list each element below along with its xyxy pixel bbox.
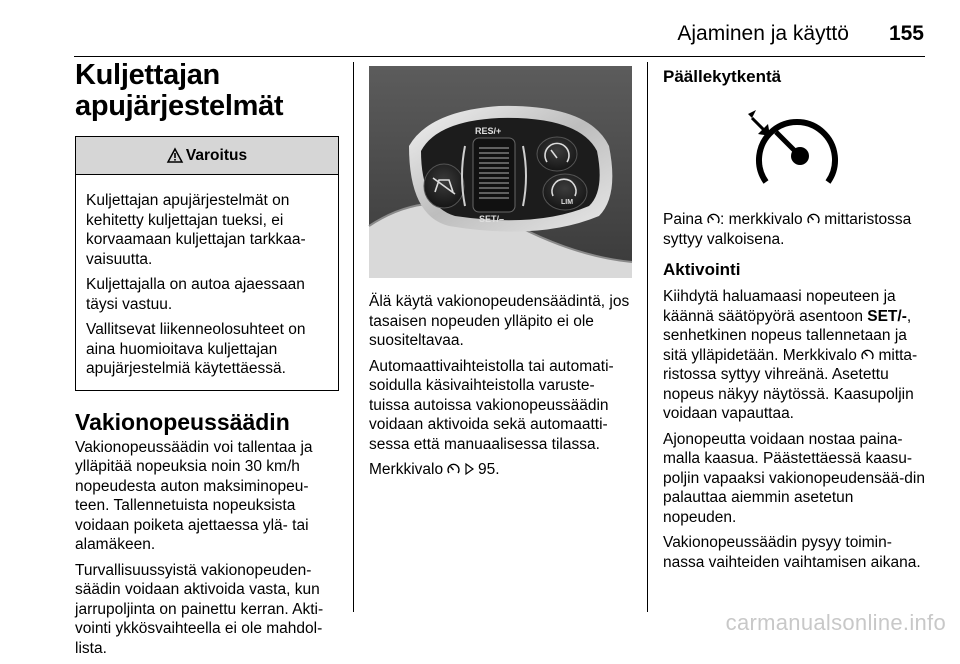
activation-text: mitta-ristossa syttyy vihreänä. Asetettu nopeus näkyy näytössä. Kaasupoljin voidaan vapauttaa. [663, 346, 918, 422]
column-3 [663, 66, 928, 578]
section-title-line: apujärjestelmät [75, 90, 284, 122]
body-paragraph: Turvallisuussyistä vakionopeuden-säädin voidaan aktivoida vasta, kun jarrupoljinta on painettu kerran. Akti-vointi ykkösvaihteella ei ole mahdol-lista. [75, 561, 324, 657]
body-paragraph: Vakionopeussäädin voi tallentaa ja ylläpitää nopeuksia noin 30 km/h nopeudesta auton maksiminopeu-teen. Tallennetuista nopeuksista voidaan poiketa ajettaessa ylä- tai alamäkeen. [75, 438, 313, 553]
reference-paragraph [369, 460, 632, 480]
cruise-control-icon [861, 349, 874, 361]
cruise-control-icon [707, 213, 720, 225]
set-label: SET/– [479, 214, 505, 224]
body-paragraph: Ajonopeutta voidaan nostaa paina-malla kaasua. Päästettäessä kaasu-poljin vapaaksi vakionopeudensää-din palauttaa aiemmin asetetun nopeuden. [663, 430, 925, 526]
header-title: Ajaminen ja käyttö [677, 22, 849, 45]
set-position-label: SET/- [867, 307, 907, 325]
activation-paragraph [663, 287, 928, 424]
subsection-title: Päällekytkentä [663, 67, 782, 86]
warning-body [76, 175, 338, 390]
warning-header [76, 137, 338, 175]
activation-text: , senhetkinen nopeus tallennetaan ja sitä ylläpidetään. Merkkivalo [663, 307, 912, 364]
watermark: carmanualsonline.info [725, 610, 946, 635]
warning-box [75, 136, 339, 391]
body-paragraph: Älä käytä vakionopeudensäädintä, jos tasaisen nopeuden ylläpito ei ole suositeltavaa. [369, 293, 630, 349]
page-reference-icon [465, 463, 474, 475]
cruise-control-icon [447, 463, 460, 475]
body-paragraph: Automaattivaihteistolla tai automati-soidulla käsivaihteistolla varuste-tuissa autoissa vakionopeussäädin voidaan aktivoida sekä automaatti-sessa että manuaalisessa tilassa. [369, 357, 614, 453]
body-paragraph: Vakionopeussäädin pysyy toimin-nassa vaihteiden vaihtamisen aikana. [663, 534, 921, 571]
column-1 [75, 60, 339, 664]
column-divider [353, 62, 354, 612]
reference-page: 95. [478, 461, 500, 478]
lim-label: LIM [561, 199, 574, 206]
steering-wheel-photo [369, 66, 632, 278]
warning-paragraph: Vallitsevat liikenneolosuhteet on aina huomioitava kuljettajan apujärjestelmiä käytettäessä. [86, 321, 306, 377]
subsection-title: Aktivointi [663, 260, 741, 279]
column-2 [369, 66, 632, 486]
press-paragraph [663, 210, 928, 249]
column-divider [647, 62, 648, 612]
warning-paragraph: Kuljettajan apujärjestelmät on kehitetty kuljettajan tueksi, ei korvaamaan kuljettajan tarkkaa-vaisuutta. [86, 192, 306, 268]
steering-wheel-controls-illustration [369, 66, 632, 278]
warning-icon [167, 148, 183, 163]
warning-paragraph: Kuljettajalla on autoa ajaessaan täysi vastuu. [86, 276, 305, 313]
press-text: Paina [663, 211, 703, 228]
section-title [75, 60, 339, 122]
warning-label: Varoitus [185, 146, 248, 164]
reference-prefix: Merkkivalo [369, 461, 444, 478]
activation-text: Kiihdytä haluamaasi nopeuteen ja käännä säätöpyörä asentoon [663, 288, 896, 325]
press-text: mittaristossa syttyy valkoisena. [663, 211, 912, 248]
res-label: RES/+ [475, 126, 502, 136]
cruise-control-indicator-icon [746, 98, 846, 194]
section-title-line: Kuljettajan [75, 59, 220, 91]
subsection-title: Vakionopeussäädin [75, 408, 290, 435]
page-number: 155 [888, 22, 924, 45]
press-text: : merkkivalo [719, 211, 803, 228]
cruise-control-icon [807, 213, 820, 225]
running-header [324, 22, 924, 52]
header-rule [74, 56, 925, 57]
